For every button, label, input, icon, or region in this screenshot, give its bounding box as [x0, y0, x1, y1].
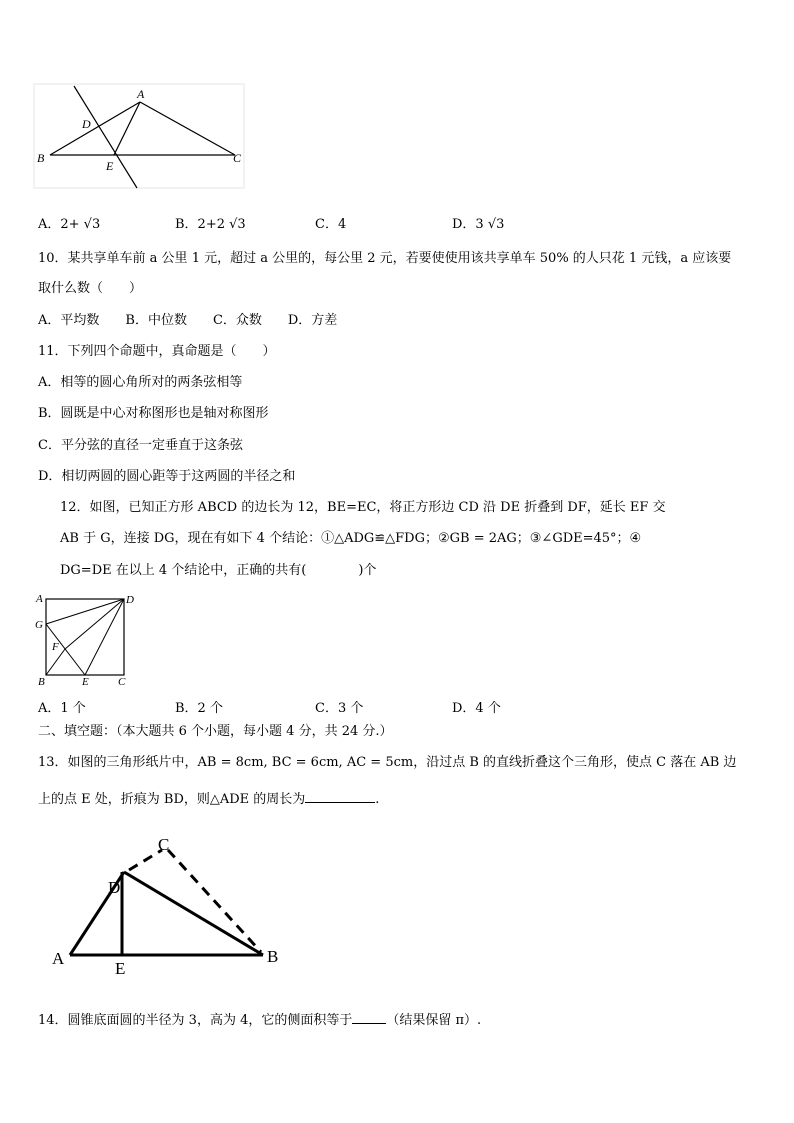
label-a: A: [36, 593, 43, 605]
q13-answer-blank[interactable]: [305, 790, 375, 803]
label-c: C: [158, 835, 170, 854]
q12-stem-line2: AB 于 G，连接 DG，现在有如下 4 个结论：①△ADG≌△FDG；②GB = 2AG；③∠GDE=45°；④: [60, 531, 642, 546]
q13-stem-end: .: [375, 792, 380, 807]
q9-option-d: D．3 √3: [452, 217, 505, 232]
label-d: D: [108, 878, 121, 897]
label-e: E: [115, 959, 126, 978]
q11-option-b: B．圆既是中心对称图形也是轴对称图形: [38, 406, 269, 421]
segment-cb-dashed: [168, 850, 261, 952]
q11-option-a: A．相等的圆心角所对的两条弦相等: [38, 375, 243, 390]
segment-gd: [46, 599, 124, 624]
q11-stem: 11．下列四个命题中，真命题是（ ）: [38, 344, 276, 359]
label-e: E: [106, 159, 114, 173]
q9-option-a: A．2+ √3: [38, 217, 101, 232]
q14-answer-blank[interactable]: [352, 1011, 386, 1024]
q11-option-d: D．相切两圆的圆心距等于这两圆的半径之和: [38, 469, 296, 484]
q10-stem-line2: 取什么数（ ）: [38, 281, 143, 296]
q12-option-d: D．4 个: [452, 701, 501, 716]
figure-triangle-abc: [30, 82, 248, 192]
label-g: G: [35, 619, 43, 631]
section-2-heading: 二、填空题：（本大题共 6 个小题，每小题 4 分，共 24 分.）: [38, 724, 393, 739]
label-f: F: [52, 641, 59, 653]
q14-stem-text: 14．圆锥底面圆的半径为 3，高为 4，它的侧面积等于: [38, 1013, 353, 1028]
segment-db: [124, 872, 263, 955]
label-b: B: [37, 151, 45, 165]
label-d: D: [82, 117, 91, 131]
q12-stem-line1: 12．如图，已知正方形 ABCD 的边长为 12，BE=EC，将正方形边 CD 沿 DE 折叠到 DF，延长 EF 交: [60, 500, 666, 515]
q11-option-c: C．平分弦的直径一定垂直于这条弦: [38, 438, 243, 453]
q10-options: A．平均数 B．中位数 C．众数 D．方差: [38, 313, 338, 328]
label-b: B: [38, 676, 45, 686]
q14-stem-end: （结果保留 π）.: [386, 1013, 482, 1028]
q12-option-a: A．1 个: [38, 701, 86, 716]
q14-stem: [38, 1011, 481, 1030]
square-abcd: [46, 599, 124, 675]
label-c: C: [233, 151, 242, 165]
segment-ac: [140, 102, 235, 155]
q13-stem-line2: [38, 790, 379, 809]
label-a: A: [52, 949, 65, 968]
segment-df: [65, 599, 124, 649]
figure-triangle-fold: [45, 830, 290, 980]
q12-option-b: B．2 个: [175, 701, 223, 716]
q9-option-c: C．4: [315, 217, 347, 232]
q13-stem-text: 上的点 E 处，折痕为 BD，则△ADE 的周长为: [38, 792, 306, 807]
label-e: E: [82, 676, 89, 686]
label-b: B: [267, 947, 279, 966]
q13-stem-line1: 13．如图的三角形纸片中，AB = 8cm, BC = 6cm, AC = 5cm，沿过点 B 的直线折叠这个三角形，使点 C 落在 AB 边: [38, 755, 737, 770]
q9-option-b: B．2+2 √3: [175, 217, 246, 232]
q12-option-c: C．3 个: [315, 701, 364, 716]
figure-square-abcd: [32, 590, 142, 686]
label-d: D: [126, 594, 134, 606]
label-c: C: [118, 676, 126, 686]
label-a: A: [137, 87, 145, 101]
q10-stem-line1: 10．某共享单车前 a 公里 1 元，超过 a 公里的，每公里 2 元，若要使使用该共享单车 50% 的人只花 1 元钱，a 应该要: [38, 251, 732, 266]
segment-de: [85, 599, 124, 675]
q12-stem-line3: DG=DE 在以上 4 个结论中，正确的共有( )个: [60, 563, 377, 578]
